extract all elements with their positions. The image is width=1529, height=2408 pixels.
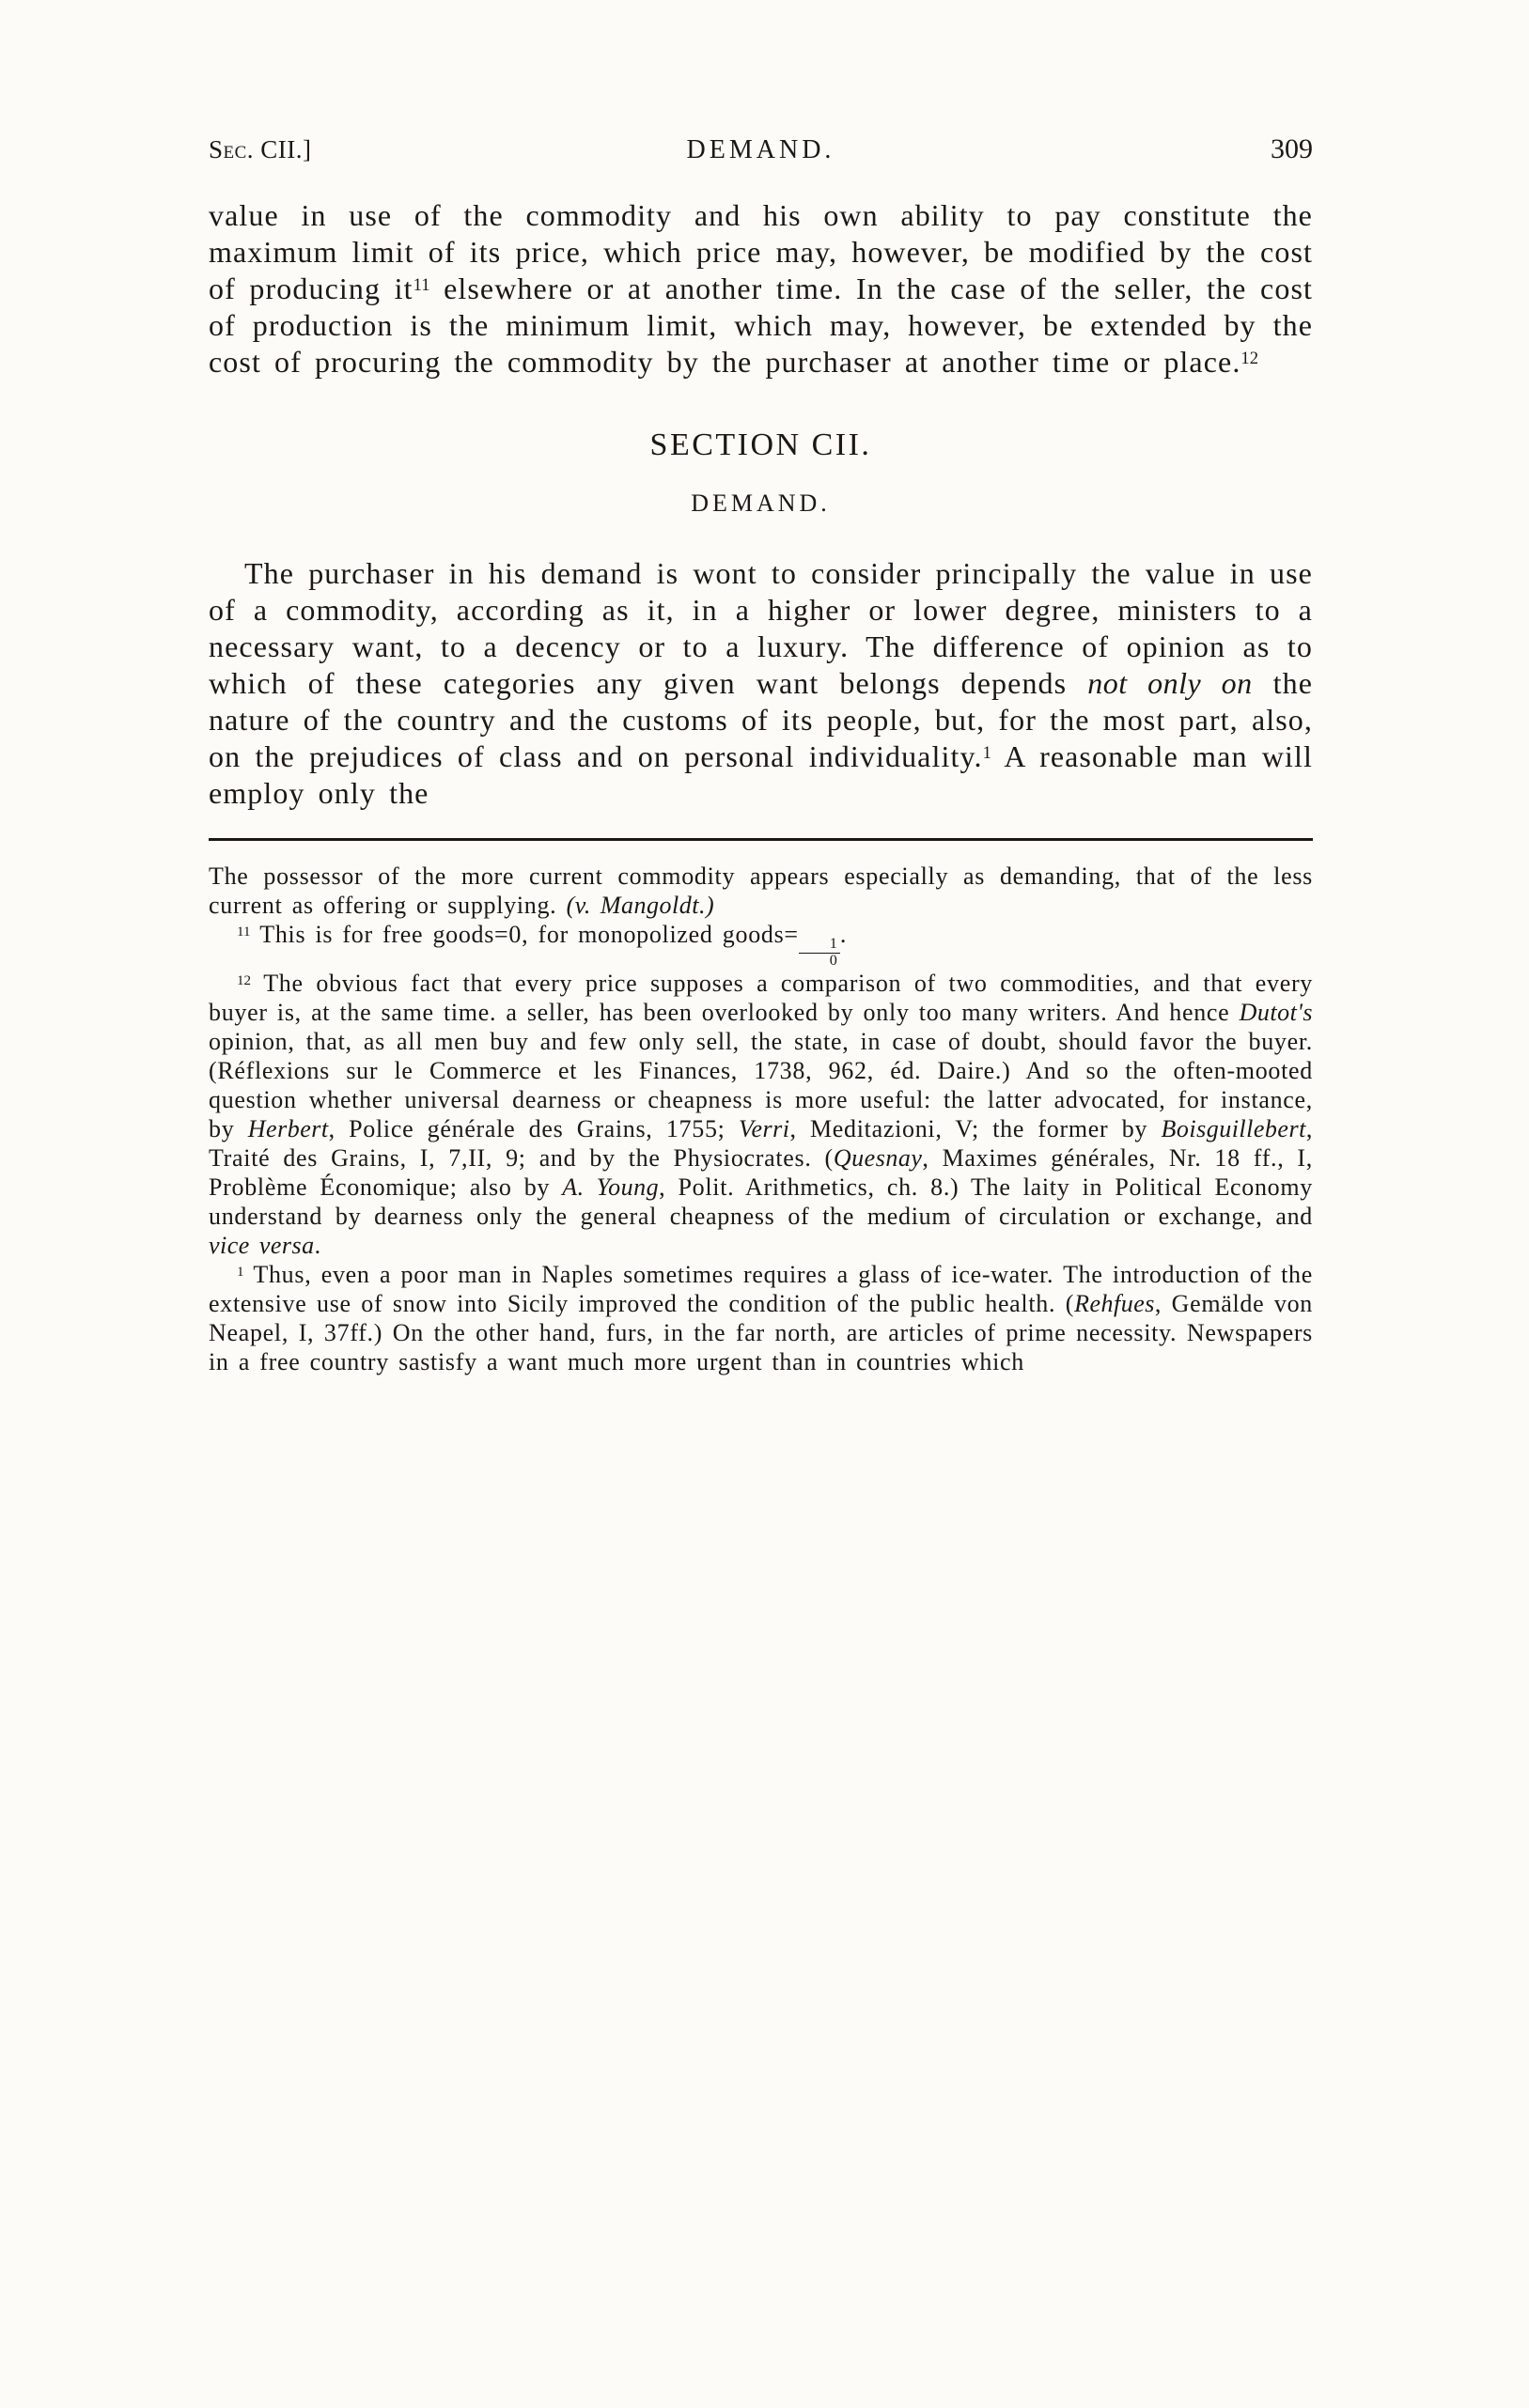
footnote-12: $^{12}$ The obvious fact that every price supposes a comparison of two commodities, and that every buyer is, at the same time. a seller, has been overlooked by only too many writers. And hence Dutot's opinion, that, as all men buy and few only sell, the state, in case of doubt, should favor the buyer. (Réflexions sur le Commerce et les Finances, 1738, 962, éd. Daire.) And so the often-mooted question whether universal dearness or cheapness is more useful: the latter advocated, for instance, by Herbert, Police générale des Grains, 1755; Verri, Meditazioni, V; the former by Boisguillebert, Traité des Grains, I, 7,II, 9; and by the Physiocrates. (Quesnay, Maximes générales, Nr. 18 ff., I, Problème Économique; also by A. Young, Polit. Arithmetics, ch. 8.) The laity in Political Economy understand by dearness only the general cheapness of the medium of circulation or exchange, and vice versa. [209, 970, 1314, 1260]
footnotes-section [209, 862, 1313, 1376]
page-number: 309 [1271, 133, 1313, 164]
footnote-11: $^{11}$ This is for free goods=0, for monopolized goods= $\frac{1}{0}$ . [237, 921, 848, 969]
running-head [209, 133, 1313, 165]
footnote-1: $^1$ Thus, even a poor man in Naples sometimes requires a glass of ice-water. The introduction of the extensive use of snow into Sicily improved the condition of the public health. (Rehfues, Gemälde von Neapel, I, 37ff.) On the other hand, furs, in the far north, are articles of prime necessity. Newspapers in a free country sastisfy a want much more urgent than in countries which [209, 1261, 1313, 1376]
section-subheading: DEMAND. [691, 489, 831, 517]
running-head-section-label: Sec. CII.] [209, 135, 312, 163]
section-heading: SECTION CII. [649, 427, 872, 462]
footnote-continuation: The possessor of the more current commodity appears especially as demanding, that of the less current as offering or supplying. (v. Mangoldt.) [209, 862, 1313, 919]
running-head-chapter-title: DEMAND. [686, 135, 835, 164]
paragraph-main: The purchaser in his demand is wont to consider principally the value in use of a commodity, according as it, in a higher or lower degree, ministers to a necessary want, to a decency or to a luxury. The difference of opinion as to which of these categories any given want belongs depends not only on the nature of the country and the customs of its people, but, for the most part, also, on the prejudices of class and on personal individuality.$^1$ A reasonable man will employ only the [209, 556, 1314, 810]
footnote-divider-rule [209, 838, 1313, 841]
paragraph-continuation: value in use of the commodity and his own ability to pay constitute the maximum limit of its price, which price may, however, be modified by the cost of producing $it^{11}$ elsewhere or at another time. In the case of the seller, the cost of production is the minimum limit, which may, however, be extended by the cost of procuring the commodity by the purchaser at another time or place.$^{12}$ [209, 198, 1313, 379]
